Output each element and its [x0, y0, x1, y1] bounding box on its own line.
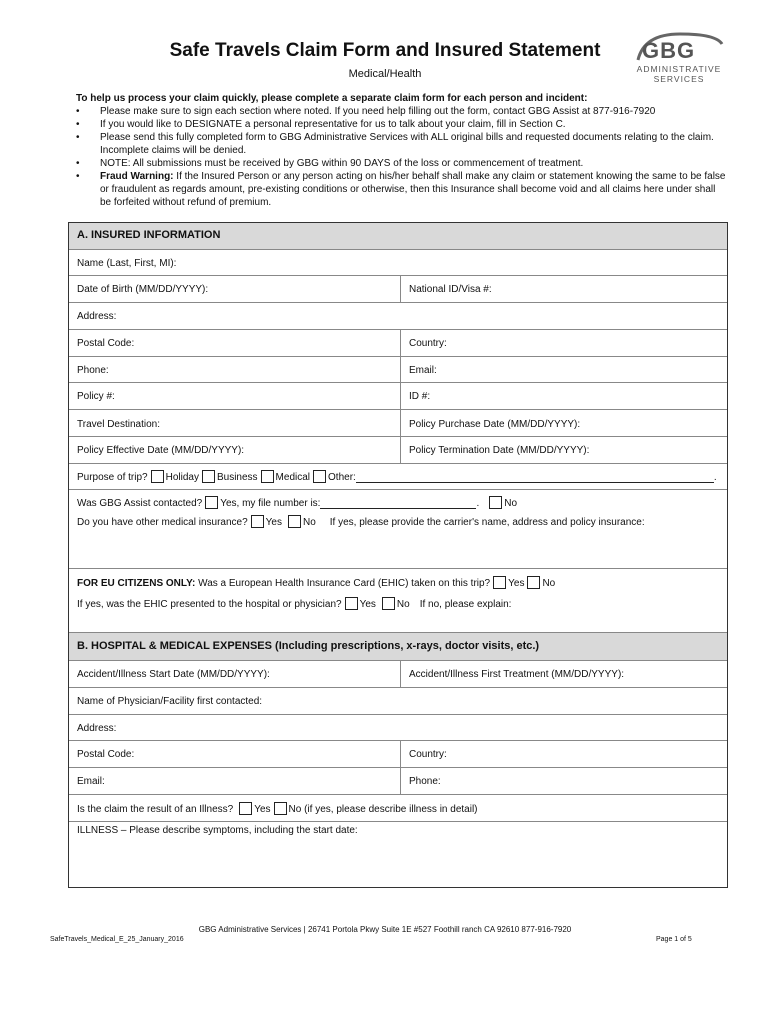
- illness-start-date-field[interactable]: Accident/Illness Start Date (MM/DD/YYYY):: [77, 669, 270, 680]
- dob-field[interactable]: Date of Birth (MM/DD/YYYY):: [77, 284, 209, 295]
- facility-country-field[interactable]: Country:: [409, 749, 447, 760]
- bullet: •: [76, 158, 80, 169]
- page-title: Safe Travels Claim Form and Insured Statement: [169, 40, 601, 61]
- other-insurance-yes-label: Yes: [265, 517, 282, 528]
- instruction-item: [76, 157, 726, 170]
- other-insurance-no-label: No: [302, 517, 316, 528]
- instruction-item: [76, 105, 726, 118]
- section-b-title: B. HOSPITAL & MEDICAL EXPENSES (Including prescriptions, x-rays, doctor visits, etc.): [77, 640, 540, 652]
- other-input-line[interactable]: [356, 472, 714, 483]
- instruction-text: If the Insured Person or any person acting on his/her behalf shall make any claim or statement knowing the same to be false or fraudulent as regards amount, pre-existing conditions or otherwise, then this Insurance shall become void and all claims here under shall be forfeited without refund of premium.: [100, 171, 726, 208]
- column-divider: [400, 741, 401, 767]
- medical-label: Medical: [275, 472, 311, 483]
- facility-email-field[interactable]: Email:: [77, 776, 105, 787]
- illness-yes-label: Yes: [254, 804, 271, 815]
- symptoms-field[interactable]: [69, 822, 727, 887]
- name-field[interactable]: [69, 250, 727, 276]
- column-divider: [400, 357, 401, 382]
- instructions: [76, 92, 726, 209]
- facility-contact-row: [69, 768, 727, 795]
- ehic-no-checkbox[interactable]: [527, 576, 540, 589]
- purpose-label: Purpose of trip?: [77, 472, 148, 483]
- phone-field[interactable]: Phone:: [77, 365, 109, 376]
- ehic-explain-label: If no, please explain:: [419, 599, 512, 610]
- gbg-logo: [626, 30, 736, 86]
- name-label: Name (Last, First, MI):: [77, 258, 177, 269]
- physician-label: Name of Physician/Facility first contacted:: [77, 696, 263, 707]
- address-field[interactable]: [69, 303, 727, 330]
- holiday-label: Holiday: [165, 472, 199, 483]
- other-checkbox[interactable]: [313, 470, 326, 483]
- business-label: Business: [216, 472, 258, 483]
- postal-row: [69, 330, 727, 357]
- ehic-no-label: No: [542, 578, 556, 589]
- illness-row: [69, 795, 727, 822]
- facility-address-label: Address:: [77, 723, 117, 734]
- holiday-checkbox[interactable]: [151, 470, 164, 483]
- address-label: Address:: [77, 311, 117, 322]
- ehic-question: Was a European Health Insurance Card (EHIC) taken on this trip?: [198, 578, 491, 589]
- bullet: •: [76, 119, 80, 130]
- termination-date-field[interactable]: Policy Termination Date (MM/DD/YYYY):: [409, 445, 590, 456]
- logo-line1: ADMINISTRATIVE: [636, 64, 722, 74]
- column-divider: [400, 276, 401, 302]
- physician-field[interactable]: [69, 688, 727, 715]
- instruction-text: NOTE: All submissions must be received by GBG within 90 DAYS of the loss or commencement of treatment.: [100, 158, 584, 169]
- illness-question: Is the claim the result of an Illness?: [77, 804, 234, 815]
- ehic-presented-no-checkbox[interactable]: [382, 597, 395, 610]
- assist-yes-label: Yes, my file number is:: [220, 498, 321, 509]
- logo-brand: GBG: [642, 38, 696, 63]
- other-insurance-no-checkbox[interactable]: [288, 515, 301, 528]
- instructions-list: [76, 105, 726, 209]
- instructions-lead: To help us process your claim quickly, please complete a separate claim form for each person and incident:: [76, 93, 588, 104]
- section-a-header: [69, 223, 727, 250]
- page-subtitle: Medical/Health: [348, 68, 422, 80]
- column-divider: [400, 661, 401, 687]
- ehic-yes-checkbox[interactable]: [493, 576, 506, 589]
- line-end: .: [713, 472, 717, 483]
- facility-address-field[interactable]: [69, 715, 727, 741]
- column-divider: [400, 330, 401, 356]
- fraud-warning-label: Fraud Warning:: [100, 171, 174, 182]
- postal-code-field[interactable]: Postal Code:: [77, 338, 135, 349]
- first-treatment-date-field[interactable]: Accident/Illness First Treatment (MM/DD/YYYY):: [409, 669, 625, 680]
- illness-no-label: No: [288, 804, 302, 815]
- column-divider: [400, 768, 401, 794]
- id-number-field[interactable]: ID #:: [409, 391, 431, 402]
- bullet: •: [76, 171, 80, 182]
- ehic-presented-yes-checkbox[interactable]: [345, 597, 358, 610]
- instruction-text: Please send this fully completed form to GBG Administrative Services with ALL original bills and requested documents relating to the claim. Incomplete claims will be denied.: [100, 132, 714, 156]
- column-divider: [400, 383, 401, 409]
- ehic-presented-label: If yes, was the EHIC presented to the hospital or physician?: [77, 599, 342, 610]
- footer-doc-id: SafeTravels_Medical_E_25_January_2016: [50, 936, 184, 943]
- destination-row: [69, 410, 727, 437]
- business-checkbox[interactable]: [202, 470, 215, 483]
- assist-no-label: No: [504, 498, 518, 509]
- illness-no-checkbox[interactable]: [274, 802, 287, 815]
- assist-label: Was GBG Assist contacted?: [77, 498, 203, 509]
- ehic-presented-yes-label: Yes: [359, 599, 376, 610]
- eu-row: [69, 569, 727, 593]
- footer-address: GBG Administrative Services | 26741 Portola Pkwy Suite 1E #527 Foothill ranch CA 92610 877-916-7920: [198, 925, 572, 934]
- other-insurance-label: Do you have other medical insurance?: [77, 517, 248, 528]
- bullet: •: [76, 106, 80, 117]
- other-label: Other:: [328, 472, 356, 483]
- dates-row: [69, 437, 727, 464]
- country-field[interactable]: Country:: [409, 338, 447, 349]
- purchase-date-field[interactable]: Policy Purchase Date (MM/DD/YYYY):: [409, 419, 581, 430]
- instruction-text: If you would like to DESIGNATE a personal representative for us to talk about your claim, fill in Section C.: [100, 119, 566, 130]
- symptoms-label: ILLNESS – Please describe symptoms, including the start date:: [77, 825, 358, 836]
- other-insurance-row: [69, 508, 727, 569]
- column-divider: [400, 437, 401, 463]
- dob-row: [69, 276, 727, 303]
- effective-date-field[interactable]: Policy Effective Date (MM/DD/YYYY):: [77, 445, 245, 456]
- instruction-item: [76, 131, 726, 157]
- section-b-header: [69, 633, 727, 661]
- medical-checkbox[interactable]: [261, 470, 274, 483]
- ehic-presented-row: [69, 593, 727, 633]
- bullet: •: [76, 132, 80, 143]
- policy-number-field[interactable]: Policy #:: [77, 391, 115, 402]
- instruction-item: [76, 170, 726, 209]
- national-id-field[interactable]: National ID/Visa #:: [409, 284, 492, 295]
- phone-row: [69, 357, 727, 383]
- illness-note: (if yes, please describe illness in detail): [304, 804, 478, 815]
- claim-form: [68, 222, 728, 888]
- email-field[interactable]: Email:: [409, 365, 437, 376]
- column-divider: [400, 410, 401, 436]
- logo-line2: SERVICES: [653, 74, 705, 84]
- travel-destination-field[interactable]: Travel Destination:: [77, 419, 160, 430]
- line-end: .: [476, 498, 480, 509]
- facility-phone-field[interactable]: Phone:: [409, 776, 441, 787]
- facility-postal-row: [69, 741, 727, 768]
- instruction-item: [76, 118, 726, 131]
- assist-row: [69, 490, 727, 508]
- section-a-title: A. INSURED INFORMATION: [77, 229, 221, 241]
- ehic-presented-no-label: No: [396, 599, 410, 610]
- ehic-yes-label: Yes: [508, 578, 525, 589]
- facility-postal-code-field[interactable]: Postal Code:: [77, 749, 135, 760]
- start-date-row: [69, 661, 727, 688]
- footer-page-number: Page 1 of 5: [656, 936, 692, 943]
- policy-row: [69, 383, 727, 410]
- illness-yes-checkbox[interactable]: [239, 802, 252, 815]
- instruction-text: Please make sure to sign each section where noted. If you need help filling out the form, contact GBG Assist at 877-916-7920: [100, 106, 656, 117]
- other-insurance-note: If yes, please provide the carrier's name, address and policy insurance:: [329, 517, 645, 528]
- purpose-row: [69, 464, 727, 490]
- eu-citizens-label: FOR EU CITIZENS ONLY:: [77, 578, 196, 589]
- other-insurance-yes-checkbox[interactable]: [251, 515, 264, 528]
